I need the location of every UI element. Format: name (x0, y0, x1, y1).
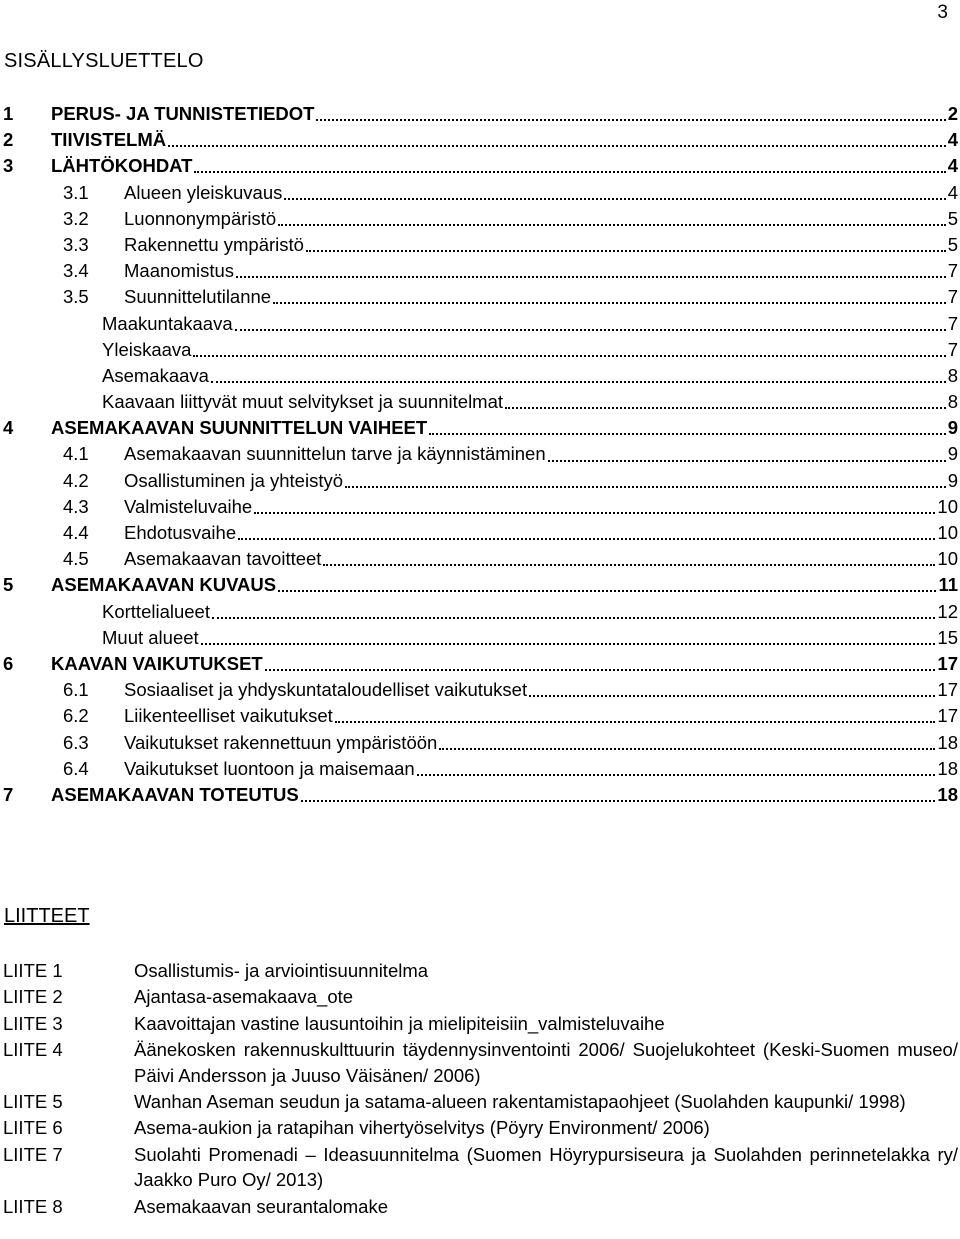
toc-dot-leader (278, 590, 936, 592)
attachment-item (3, 1089, 958, 1115)
toc-entry-page: 17 (937, 679, 958, 701)
attachment-item (3, 1142, 958, 1194)
attachment-text: Osallistumis- ja arviointisuunnitelma (134, 960, 429, 981)
toc-entry[interactable] (3, 337, 958, 363)
toc-entry-page: 7 (947, 338, 958, 360)
toc-entry[interactable] (3, 572, 958, 598)
toc-entry-title: Osallistuminen ja yhteistyö (124, 469, 344, 491)
toc-dot-leader (254, 512, 935, 514)
toc-dot-leader (306, 250, 946, 252)
attachment-text: Ajantasa-asemakaava_ote (134, 986, 354, 1008)
toc-entry[interactable] (3, 258, 958, 284)
table-of-contents (3, 101, 958, 808)
toc-entry-title: Sosiaaliset ja yhdyskuntataloudelliset vaikutukset (124, 679, 528, 701)
toc-entry-page: 15 (937, 626, 958, 648)
toc-entry-title: Maakuntakaava (102, 312, 233, 334)
toc-entry[interactable] (3, 703, 958, 729)
toc-entry-page: 18 (937, 757, 958, 779)
toc-entry-title: Kaavaan liittyvät muut selvitykset ja suunnitelmat (102, 391, 504, 413)
toc-entry-page: 2 (947, 103, 958, 124)
toc-entry-title: Rakennettu ympäristö (124, 233, 304, 255)
attachment-text: Asemakaavan seurantalomake (134, 1195, 389, 1217)
page-number: 3 (937, 2, 948, 23)
toc-entry-title: Asemakaavan tavoitteet (124, 548, 322, 570)
toc-entry-number: 5 (3, 574, 14, 596)
toc-entry-page: 18 (937, 783, 958, 805)
toc-entry-number: 6.4 (63, 757, 89, 779)
toc-entry-number: 3.1 (63, 181, 89, 203)
toc-dot-leader (193, 355, 945, 357)
attachment-item (3, 1037, 958, 1089)
toc-dot-leader (211, 381, 946, 383)
toc-entry-page: 17 (937, 652, 958, 674)
toc-dot-leader (212, 617, 935, 619)
toc-entry[interactable] (3, 651, 958, 677)
toc-entry[interactable] (3, 468, 958, 494)
toc-entry-page: 11 (938, 574, 958, 596)
toc-entry[interactable] (3, 730, 958, 756)
toc-entry-page: 10 (937, 495, 958, 517)
toc-entry-number: 7 (3, 783, 14, 805)
toc-dot-leader (284, 198, 945, 200)
attachment-text: Kaavoittajan vastine lausuntoihin ja mielipiteisiin_valmisteluvaihe (134, 1012, 665, 1034)
toc-entry-number: 4.4 (63, 522, 89, 543)
toc-entry-title: Korttelialueet (102, 600, 210, 622)
attachment-label: LIITE 1 (3, 960, 63, 981)
toc-entry-page: 9 (947, 417, 958, 439)
toc-dot-leader (439, 748, 935, 750)
toc-dot-leader (548, 460, 946, 462)
toc-entry-page: 7 (947, 286, 958, 308)
toc-entry[interactable] (3, 389, 958, 415)
toc-entry[interactable] (3, 546, 958, 572)
attachment-label: LIITE 4 (3, 1038, 63, 1060)
toc-entry-page: 8 (947, 364, 958, 386)
toc-dot-leader (323, 564, 935, 566)
toc-entry-page: 4 (947, 181, 958, 203)
toc-dot-leader (529, 695, 935, 697)
attachment-label: LIITE 8 (3, 1195, 63, 1217)
toc-entry-page: 4 (947, 155, 958, 177)
toc-entry-title: Liikenteelliset vaikutukset (124, 705, 333, 727)
toc-entry-number: 4.2 (63, 469, 89, 491)
toc-dot-leader (265, 669, 936, 671)
toc-entry[interactable] (3, 284, 958, 310)
toc-entry-title: Asemakaavan suunnittelun tarve ja käynnistäminen (124, 443, 546, 465)
toc-entry-title: TIIVISTELMÄ (51, 129, 167, 151)
toc-dot-leader (194, 171, 945, 173)
toc-entry-number: 4.5 (63, 548, 89, 570)
toc-dot-leader (238, 538, 935, 540)
toc-entry-title: Vaikutukset luontoon ja maisemaan (124, 757, 415, 779)
toc-dot-leader (235, 329, 946, 331)
toc-entry-number: 4.1 (63, 443, 89, 465)
attachment-label: LIITE 7 (3, 1143, 63, 1165)
toc-dot-leader (335, 721, 936, 723)
toc-entry-page: 9 (947, 443, 958, 465)
toc-entry-page: 4 (947, 129, 958, 151)
toc-entry-title: Vaikutukset rakennettuun ympäristöön (124, 731, 438, 753)
attachment-text: Suolahti Promenadi – Ideasuunnitelma (Suomen Höyrypursiseura ja Suolahden perinnetelakka ry/ Jaakko Puro Oy/ 2013) (134, 1143, 958, 1191)
toc-entry[interactable] (3, 311, 958, 337)
toc-entry[interactable] (3, 127, 958, 153)
toc-entry[interactable] (3, 153, 958, 179)
toc-entry-page: 10 (937, 548, 958, 570)
attachment-label: LIITE 6 (3, 1117, 63, 1139)
toc-dot-leader (429, 433, 946, 435)
attachment-text: Asema-aukion ja ratapihan vihertyöselvitys (Pöyry Environment/ 2006) (134, 1117, 710, 1139)
attachment-text: Äänekosken rakennuskulttuurin täydennysinventointi 2006/ Suojelukohteet (Keski-Suomen museo/ Päivi Andersson ja Juuso Väisänen/ 2006) (134, 1038, 958, 1086)
toc-entry-number: 1 (3, 103, 14, 124)
attachment-text: Wanhan Aseman seudun ja satama-alueen rakentamistapaohjeet (Suolahden kaupunki/ 1998) (134, 1090, 906, 1112)
toc-entry-number: 3 (3, 155, 14, 177)
toc-dot-leader (316, 119, 945, 121)
toc-entry-title: ASEMAKAAVAN TOTEUTUS (51, 783, 299, 805)
attachment-item (3, 958, 958, 984)
toc-entry-page: 10 (937, 522, 958, 543)
toc-title: SISÄLLYSLUETTELO (4, 50, 204, 72)
attachments-title: LIITTEET (4, 905, 90, 927)
toc-entry-title: PERUS- JA TUNNISTETIEDOT (51, 103, 315, 124)
toc-entry[interactable] (3, 180, 958, 206)
toc-entry[interactable] (3, 232, 958, 258)
toc-entry-title: Muut alueet (102, 626, 199, 648)
toc-entry-number: 4.3 (63, 495, 89, 517)
toc-entry[interactable] (3, 363, 958, 389)
toc-entry-title: LÄHTÖKOHDAT (51, 155, 193, 177)
toc-entry[interactable] (3, 415, 958, 441)
toc-entry-page: 7 (947, 312, 958, 334)
toc-entry[interactable] (3, 206, 958, 232)
toc-entry[interactable] (3, 101, 958, 127)
toc-entry-title: ASEMAKAAVAN KUVAUS (51, 574, 277, 596)
toc-entry-page: 17 (937, 705, 958, 727)
toc-entry[interactable] (3, 677, 958, 703)
toc-dot-leader (168, 145, 946, 147)
toc-entry[interactable] (3, 441, 958, 467)
toc-entry-title: Suunnittelutilanne (124, 286, 272, 308)
attachment-item (3, 1115, 958, 1141)
toc-dot-leader (273, 302, 946, 304)
toc-entry-page: 8 (947, 391, 958, 413)
toc-dot-leader (236, 276, 946, 278)
toc-entry-page: 7 (947, 260, 958, 282)
toc-entry-number: 6 (3, 652, 14, 674)
toc-entry-number: 6.3 (63, 731, 89, 753)
toc-entry-title: Ehdotusvaihe (124, 522, 237, 543)
attachment-item (3, 984, 958, 1010)
toc-entry[interactable] (3, 494, 958, 520)
toc-dot-leader (301, 800, 936, 802)
attachment-label: LIITE 2 (3, 986, 63, 1008)
toc-entry-number: 6.1 (63, 679, 89, 701)
toc-dot-leader (505, 407, 946, 409)
toc-entry[interactable] (3, 625, 958, 651)
attachment-label: LIITE 5 (3, 1090, 63, 1112)
toc-entry-number: 3.2 (63, 207, 89, 229)
toc-entry-title: Luonnonympäristö (124, 207, 277, 229)
toc-dot-leader (345, 486, 946, 488)
toc-entry-title: Asemakaava (102, 364, 209, 386)
toc-entry-title: ASEMAKAAVAN SUUNNITTELUN VAIHEET (51, 417, 428, 439)
toc-entry-number: 4 (3, 417, 14, 439)
toc-entry[interactable] (3, 782, 958, 808)
attachments-list (3, 958, 958, 1220)
toc-entry[interactable] (3, 756, 958, 782)
toc-entry-title: Valmisteluvaihe (124, 495, 253, 517)
toc-entry-number: 3.3 (63, 233, 89, 255)
toc-dot-leader (201, 643, 936, 645)
toc-entry-page: 18 (937, 731, 958, 753)
toc-entry-page: 9 (947, 469, 958, 491)
toc-entry-page: 12 (937, 600, 958, 622)
toc-entry-title: Yleiskaava (102, 338, 192, 360)
toc-entry-title: KAAVAN VAIKUTUKSET (51, 652, 263, 674)
attachment-item (3, 1011, 958, 1037)
toc-entry-number: 6.2 (63, 705, 89, 727)
toc-dot-leader (417, 774, 936, 776)
toc-entry-title: Maanomistus (124, 260, 235, 282)
toc-entry[interactable] (3, 520, 958, 546)
toc-entry-page: 5 (947, 207, 958, 229)
toc-entry-page: 5 (947, 233, 958, 255)
attachment-item (3, 1194, 958, 1220)
toc-entry-number: 3.5 (63, 286, 89, 308)
toc-entry-number: 2 (3, 129, 14, 151)
toc-entry-number: 3.4 (63, 260, 89, 282)
toc-entry[interactable] (3, 599, 958, 625)
toc-entry-title: Alueen yleiskuvaus (124, 181, 283, 203)
attachment-label: LIITE 3 (3, 1012, 63, 1034)
toc-dot-leader (278, 224, 945, 226)
